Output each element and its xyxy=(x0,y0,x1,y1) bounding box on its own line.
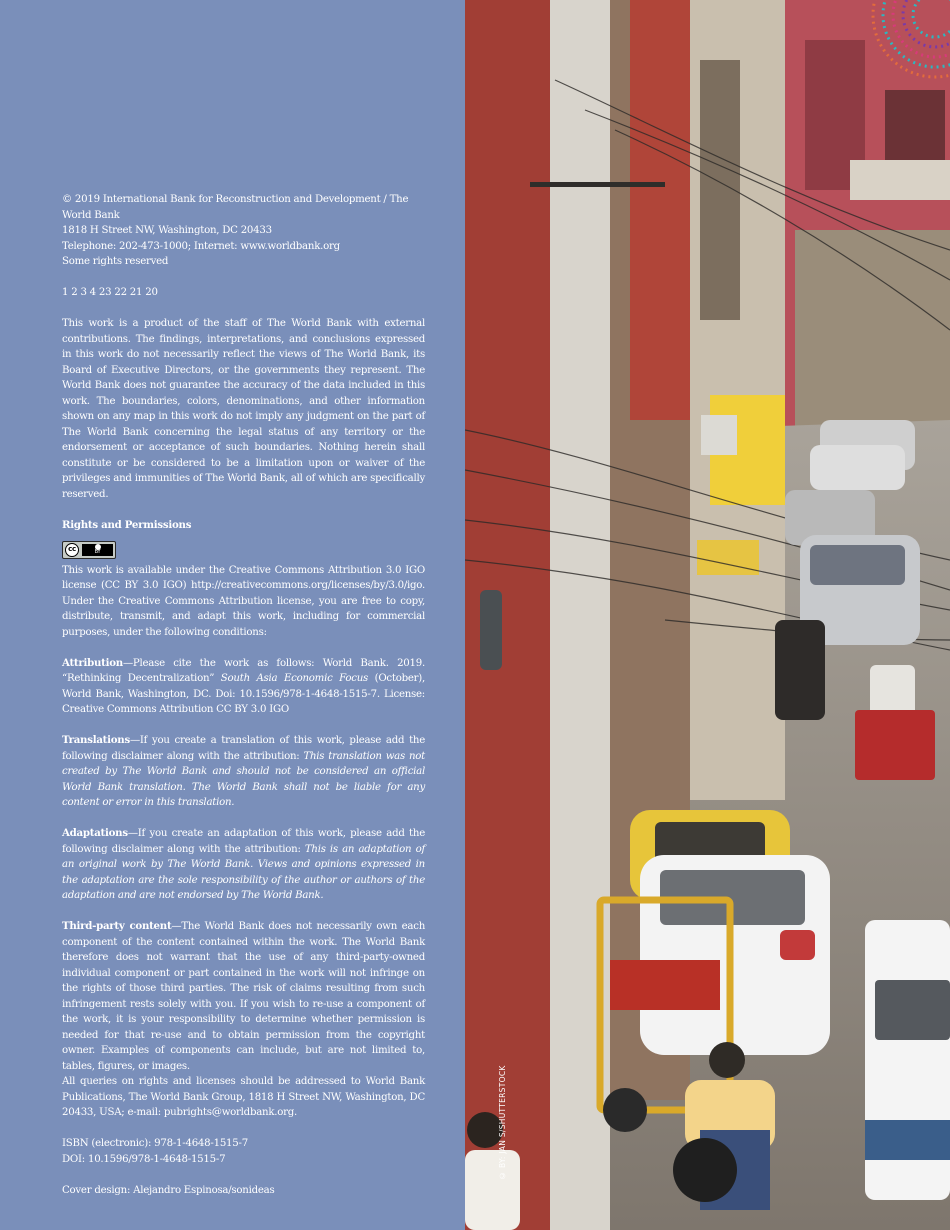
address-line: 1818 H Street NW, Washington, DC 20433 xyxy=(62,225,272,236)
by-label: BY xyxy=(94,549,101,556)
license-paragraph: This work is available under the Creative Commons Attribution 3.0 IGO license (CC BY 3.0 IGO) http://creativecommons.org/licenses/by/3.0/igo. Under the Creative Commons Attribution license, you are free to copy, distribute, transmit, and adapt this work, including for commercial purposes, under the following conditions: xyxy=(62,564,425,638)
copyright-line: © 2019 International Bank for Reconstruction and Development / The World Bank xyxy=(62,194,409,221)
left-panel xyxy=(0,0,465,1230)
disclaimer-paragraph: This work is a product of the staff of The World Bank with external contributions. The findings, interpretations, and conclusions expressed in this work do not necessarily reflect the views of The World Bank, its Board of Executive Directors, or the governments they represent. The World Bank does not guarantee the accuracy of the data included in this work. The boundaries, colors, denominations, and other information shown on any map in this work do not imply any judgment on the part of The World Bank concerning the legal status of any territory or the endorsement or acceptance of such boundaries. Nothing herein shall constitute or be considered to be a limitation upon or waiver of the privileges and immunities of The World Bank, all of which are specifically reserved. xyxy=(62,318,425,500)
attribution-paragraph: Attribution—Please cite the work as follows: World Bank. 2019. “Rethinking Decentralization” South Asia Economic Focus (October), World Bank, Washington, DC. Doi: 10.1596/978-1-4648-1515-7. License: Creative Commons Attribution CC BY 3.0 IGO xyxy=(62,656,425,716)
rights-heading: Rights and Permissions xyxy=(62,518,192,531)
copyright-block xyxy=(62,192,425,270)
adaptations-label: Adaptations xyxy=(62,827,128,840)
cc-icon: cc xyxy=(65,543,79,557)
cover-photo xyxy=(465,0,950,1230)
photo-credit: © BY: JAN S/SHUTTERSTOCK xyxy=(498,1065,507,1180)
cover-design-line: Cover design: Alejandro Espinosa/sonideas xyxy=(62,1184,275,1196)
doi-line: DOI: 10.1596/978-1-4648-1515-7 xyxy=(62,1153,226,1165)
translations-label: Translations xyxy=(62,734,130,747)
cc-by-license-badge xyxy=(62,541,116,559)
third-party-paragraph: Third-party content—The World Bank does not necessarily own each component of the content contained within the work. The World Bank therefore does not warrant that the use of any third-party-owned individual component or part contained in the work will not infringe on the rights of those third parties. The risk of claims resulting from such infringement rests solely with you. If you wish to re-use a component of the work, it is your responsibility to determine whether permission is needed for that re-use and to obtain permission from the copyright owner. Examples of components can include, but are not limited to, tables, figures, or images. xyxy=(62,920,425,1072)
isbn-line: ISBN (electronic): 978-1-4648-1515-7 xyxy=(62,1138,248,1150)
contact-line: Telephone: 202-473-1000; Internet: www.worldbank.org xyxy=(62,240,340,252)
rights-line: Some rights reserved xyxy=(62,256,169,267)
print-line: 1 2 3 4 23 22 21 20 xyxy=(62,287,158,298)
attribution-label: Attribution xyxy=(62,656,123,669)
queries-paragraph: All queries on rights and licenses should be addressed to World Bank Publications, The World Bank Group, 1818 H Street NW, Washington, DC 20433, USA; e-mail: pubrights@worldbank.org. xyxy=(62,1076,425,1119)
isbn-block xyxy=(62,1136,425,1167)
by-icon xyxy=(82,544,113,556)
third-party-label: Third-party content xyxy=(62,920,172,933)
copyright-page-text xyxy=(62,192,425,1214)
adaptations-paragraph: Adaptations—If you create an adaptation of this work, please add the following disclaimer along with the attribution: This is an adaptation of an original work by The World Bank. Views and opinions expressed in the adaptation are the sole responsibility of the author or authors of the adaptation and are not endorsed by The World Bank. xyxy=(62,827,425,902)
street-scene-image xyxy=(465,0,950,1230)
translations-paragraph: Translations—If you create a translation of this work, please add the following disclaimer along with the attribution: This translation was not created by The World Bank and should not be considered an official World Bank translation. The World Bank shall not be liable for any content or error in this translation. xyxy=(62,734,425,809)
